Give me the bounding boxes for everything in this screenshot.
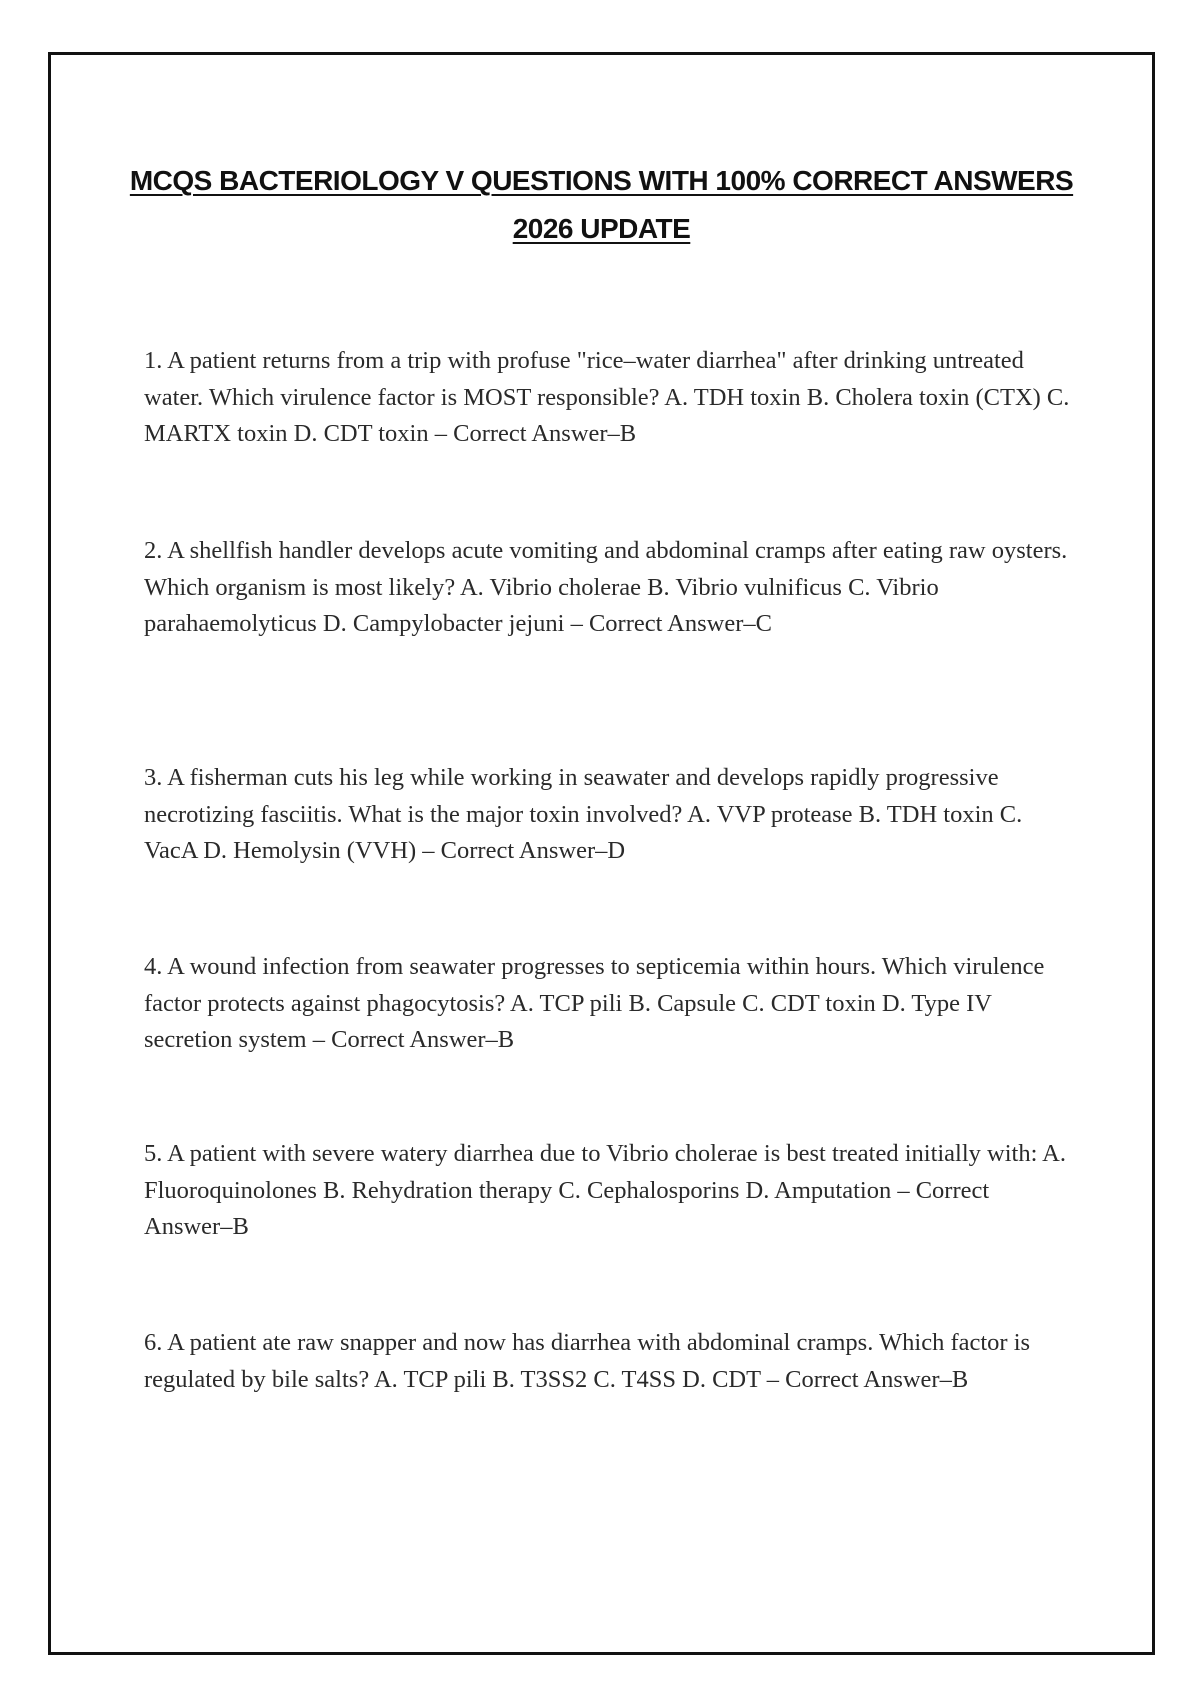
question-5: 5. A patient with severe watery diarrhea due to Vibrio cholerae is best treated initially with: A. Fluoroquinolones B. Rehydration therapy C. Cephalosporins D. Amputation – Correct Answer–B bbox=[144, 1140, 1067, 1240]
title-line-2: 2026 UPDATE bbox=[512, 213, 691, 244]
question-6: 6. A patient ate raw snapper and now has diarrhea with abdominal cramps. Which factor is regulated by bile salts? A. TCP pili B. T3SS2 C. T4SS D. CDT – Correct Answer–B bbox=[144, 1329, 1031, 1393]
question-1: 1. A patient returns from a trip with profuse "rice–water diarrhea" after drinking untreated water. Which virulence factor is MOST responsible? A. TDH toxin B. Cholera toxin (CTX) C. MARTX toxin D. CDT toxin – Correct Answer–B bbox=[144, 347, 1070, 447]
question-2: 2. A shellfish handler develops acute vomiting and abdominal cramps after eating raw oysters. Which organism is most likely? A. Vibrio cholerae B. Vibrio vulnificus C. Vibrio parahaemolyticus D. Campylobacter jejuni – Correct Answer–C bbox=[144, 537, 1068, 637]
page-frame bbox=[48, 52, 1155, 1655]
question-4: 4. A wound infection from seawater progresses to septicemia within hours. Which virulence factor protects against phagocytosis? A. TCP pili B. Capsule C. CDT toxin D. Type IV secretion system – Correct Answer–B bbox=[144, 953, 1045, 1053]
question-3: 3. A fisherman cuts his leg while working in seawater and develops rapidly progressive necrotizing fasciitis. What is the major toxin involved? A. VVP protease B. TDH toxin C. VacA D. Hemolysin (VVH) – Correct Answer–D bbox=[144, 764, 1023, 864]
document-title bbox=[51, 157, 1152, 253]
title-line-1: MCQS BACTERIOLOGY V QUESTIONS WITH 100% CORRECT ANSWERS bbox=[129, 165, 1074, 196]
